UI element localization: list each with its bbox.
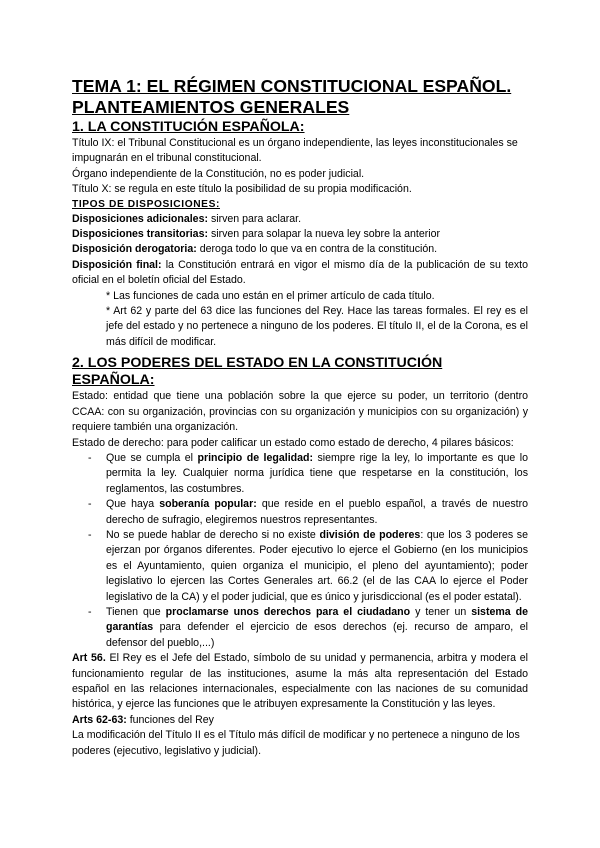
- item-text: Tienen que: [106, 605, 166, 618]
- disposition-text: la Constitución entrará en vigor el mismo día de la publicación de su texto oficial en el boletín oficial del Estado.: [72, 258, 528, 287]
- list-marker: -: [88, 451, 92, 464]
- title-line-1: TEMA 1: EL RÉGIMEN CONSTITUCIONAL ESPAÑOL.: [72, 76, 512, 96]
- disposition-term: Disposición derogatoria:: [72, 243, 197, 256]
- item-text: Que haya: [106, 498, 160, 511]
- item-text: para defender el ejercicio de esos derechos (ej. recurso de amparo, el defensor del pueblo,...): [106, 621, 528, 649]
- article-text: funciones del Rey: [126, 713, 214, 726]
- disposicion-final: [72, 258, 528, 289]
- item-term: división de poderes: [319, 528, 421, 541]
- item-text: siempre rige la ley, lo importante es que lo permita la ley. Cualquier norma jurídica tiene que respetarse en la constitución, los reglamentos, las costumbres.: [106, 451, 528, 495]
- item-term: proclamarse unos derechos para el ciudadano: [165, 605, 411, 618]
- list-item: [72, 605, 528, 651]
- paragraph: Título IX: el Tribunal Constitucional es un órgano independiente, las leyes inconstitucionales se impugnarán en el tribunal constitucional.: [72, 137, 518, 165]
- item-text: : que los 3 poderes se ejerzan por órganos diferentes. Poder ejecutivo lo ejerce el Gobierno (en los municipios es el Ayuntamiento, quien organiza el municipio, el pleno del ayuntamiento); poder legislativo lo ejercen las Cortes Generales art. 66.2 (el de las CAA lo ejerce el Poder legislativo de la CA) y el poder judicial, que es único y jurisdiccional (es el poder estatal).: [106, 528, 528, 603]
- paragraph: Órgano independiente de la Constitución, no es poder judicial.: [72, 167, 365, 180]
- title-line-2: PLANTEAMIENTOS GENERALES: [72, 97, 350, 117]
- list-item: [72, 497, 528, 528]
- page-title: [72, 76, 528, 118]
- article-term: Arts 62-63:: [72, 713, 127, 726]
- arts-62-63-paragraph: [72, 713, 528, 728]
- item-term: principio de legalidad:: [197, 451, 314, 464]
- pillars-list: [72, 451, 528, 651]
- article-text: El Rey es el Jefe del Estado, símbolo de su unidad y permanencia, arbitra y modera el funcionamiento regular de las instituciones, asume la más alta representación del Estado español en las relaciones internacionales, especialmente con las naciones de su comunidad histórica, y ejerce las funciones que le atribuyen expresamente la Constitución y las leyes.: [72, 652, 528, 711]
- article-term: Art 56.: [72, 652, 106, 665]
- note: * Las funciones de cada uno están en el primer artículo de cada título.: [106, 289, 435, 302]
- list-marker: -: [88, 498, 92, 511]
- disposicion-transitoria: [72, 227, 528, 242]
- disposicion-derogatoria: [72, 242, 528, 257]
- disposition-term: Disposición final:: [72, 258, 162, 271]
- section-2-heading: 2. LOS PODERES DEL ESTADO EN LA CONSTITUCIÓN ESPAÑOLA:: [72, 355, 443, 389]
- paragraph: Estado de derecho: para poder calificar un estado como estado de derecho, 4 pilares básicos:: [72, 436, 514, 449]
- disposicion-adicional: [72, 212, 528, 227]
- list-marker: -: [88, 605, 92, 618]
- item-text: y tener un: [410, 605, 472, 618]
- note: * Art 62 y parte del 63 dice las funciones del Rey. Hace las tareas formales. El rey es el jefe del estado y no pertenece a ninguno de los poderes. El título II, el de la Corona, es el más difícil de modificar.: [106, 305, 528, 348]
- paragraph: Estado: entidad que tiene una población sobre la que ejerce su poder, un territorio (dentro CCAA: con su organización, provincias con su organización y municipios con su organización) y requiere también una organización.: [72, 390, 528, 434]
- disposition-text: sirven para aclarar.: [208, 212, 302, 225]
- disposition-term: Disposiciones transitorias:: [72, 228, 208, 241]
- section-2-body: [72, 389, 528, 759]
- paragraph: Título X: se regula en este título la posibilidad de su propia modificación.: [72, 183, 412, 196]
- tipos-disposiciones-heading: TIPOS DE DISPOSICIONES:: [72, 198, 220, 210]
- section-1-body: [72, 136, 528, 350]
- item-term: soberanía popular:: [159, 498, 257, 511]
- disposition-term: Disposiciones adicionales:: [72, 212, 208, 225]
- list-item: [72, 451, 528, 497]
- item-text: Que se cumpla el: [106, 451, 198, 464]
- disposition-text: sirven para solapar la nueva ley sobre la anterior: [208, 228, 441, 241]
- paragraph: La modificación del Título II es el Título más difícil de modificar y no pertenece a ninguno de los poderes (ejecutivo, legislativo y judicial).: [72, 729, 520, 757]
- item-text: No se puede hablar de derecho si no existe: [106, 528, 320, 541]
- document-page: [72, 76, 528, 759]
- disposition-text: deroga todo lo que va en contra de la constitución.: [196, 243, 438, 256]
- art-56-paragraph: [72, 651, 528, 713]
- list-item: [72, 528, 528, 605]
- list-marker: -: [88, 528, 92, 541]
- item-text: que reside en el pueblo español, a través de nuestro derecho de sufragio, elegiremos nuestros representantes.: [106, 498, 528, 526]
- section-1-heading: 1. LA CONSTITUCIÓN ESPAÑOLA:: [72, 119, 305, 135]
- item-term: sistema de garantías: [106, 605, 529, 634]
